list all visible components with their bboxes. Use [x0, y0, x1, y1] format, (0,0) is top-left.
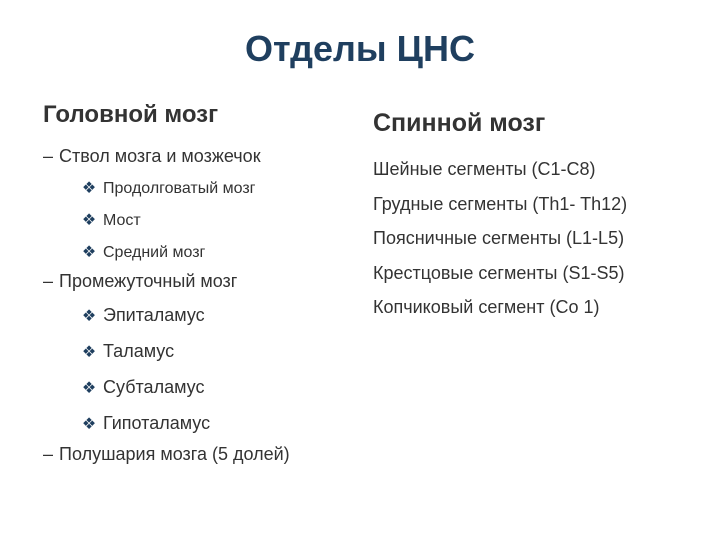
brain-subitem [81, 173, 363, 205]
brain-subitem [81, 298, 363, 334]
brain-list [43, 144, 363, 467]
spinal-heading: Спинной мозг [373, 109, 546, 137]
brain-subitem [81, 406, 363, 442]
brain-subitem-label: Продолговатый мозг [103, 180, 256, 197]
spinal-list [373, 152, 703, 325]
brain-group-item [43, 144, 363, 169]
brain-subitem-label: Субталамус [103, 377, 205, 397]
brain-group-label: Полушария мозга (5 долей) [59, 444, 290, 464]
brain-column [43, 100, 363, 467]
brain-group [43, 442, 363, 467]
diamond-bullet-icon: ❖ [81, 180, 97, 197]
dash-bullet-icon: – [43, 271, 54, 291]
diamond-bullet-icon: ❖ [81, 244, 97, 261]
brain-subitem-label: Средний мозг [103, 244, 206, 261]
spinal-item: Шейные сегменты (C1-C8) [373, 159, 596, 179]
brain-subitem [81, 205, 363, 237]
brain-group-item [43, 442, 363, 467]
brain-group [43, 269, 363, 442]
brain-subitem [81, 334, 363, 370]
spinal-item: Крестцовые сегменты (S1-S5) [373, 262, 625, 283]
diamond-bullet-icon: ❖ [81, 344, 97, 361]
diamond-bullet-icon: ❖ [81, 380, 97, 397]
brain-group-label: Ствол мозга и мозжечок [59, 146, 261, 166]
diamond-bullet-icon: ❖ [81, 416, 97, 433]
brain-heading: Головной мозг [43, 101, 219, 128]
brain-subitem [81, 237, 363, 269]
diamond-bullet-icon: ❖ [81, 212, 97, 229]
brain-group [43, 144, 363, 269]
diamond-bullet-icon: ❖ [81, 308, 97, 325]
brain-sublist [43, 173, 363, 269]
brain-group-item [43, 269, 363, 294]
brain-sublist [43, 298, 363, 442]
spinal-item: Грудные сегменты (Th1- Th12) [373, 193, 628, 214]
slide-title: Отделы ЦНС [245, 28, 475, 69]
dash-bullet-icon: – [43, 146, 54, 166]
brain-subitem-label: Гипоталамус [103, 413, 211, 433]
dash-bullet-icon: – [43, 444, 54, 464]
brain-subitem [81, 370, 363, 406]
brain-subitem-label: Таламус [103, 341, 175, 361]
spinal-item: Поясничные сегменты (L1-L5) [373, 228, 625, 248]
brain-group-label: Промежуточный мозг [59, 271, 238, 291]
brain-subitem-label: Эпиталамус [103, 305, 205, 325]
brain-subitem-label: Мост [103, 212, 141, 229]
spinal-item: Копчиковый сегмент (Co 1) [373, 297, 600, 317]
spinal-column [373, 100, 703, 325]
